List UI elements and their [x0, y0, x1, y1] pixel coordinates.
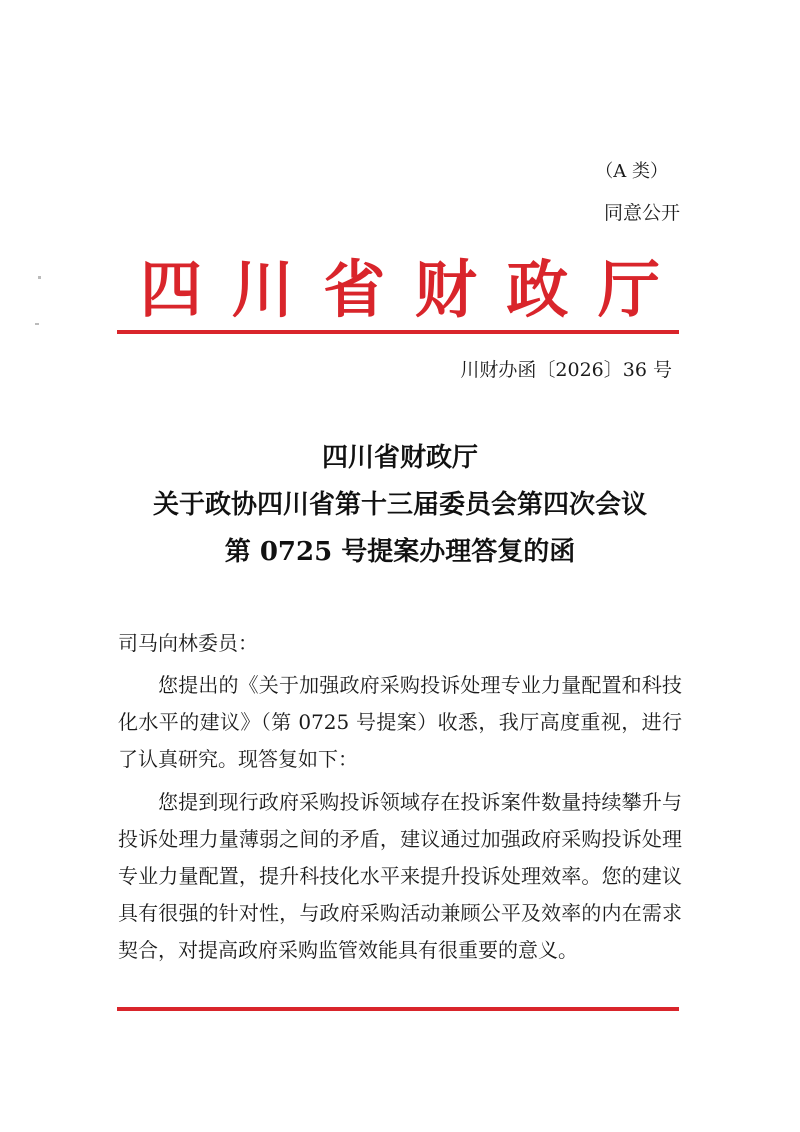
issuer-char: 厅	[597, 253, 660, 326]
classification-label: （A 类）	[595, 161, 668, 182]
body-paragraph: 您提到现行政府采购投诉领域存在投诉案件数量持续攀升与投诉处理力量薄弱之间的矛盾，建议通过加强政府采购投诉处理专业力量配置，提升科技化水平来提升投诉处理效率。您的建议具有很强的针对性，与政府采购活动兼顾公平及效率的内在需求契合，对提高政府采购监管效能具有很重要的意义。	[118, 790, 682, 962]
issuer-title	[140, 250, 660, 330]
subject-line-3: 第 0725 号提案办理答复的函	[224, 537, 576, 567]
issuer-char: 四	[140, 253, 203, 326]
subject-line-1: 四川省财政厅	[321, 443, 478, 473]
scan-speck	[35, 323, 39, 325]
subject-line-2: 关于政协四川省第十三届委员会第四次会议	[152, 490, 647, 520]
disclosure-label: 同意公开	[603, 202, 680, 224]
salutation: 司马向林委员：	[118, 631, 258, 655]
body-paragraph: 您提出的《关于加强政府采购投诉处理专业力量配置和科技化水平的建议》（第 0725 号提案）收悉，我厅高度重视，进行了认真研究。现答复如下：	[118, 673, 682, 771]
footer-red-rule	[117, 1007, 679, 1011]
issuer-char: 川	[231, 253, 294, 326]
issuer-char: 政	[506, 253, 569, 326]
scan-speck	[38, 276, 41, 279]
document-number: 川财办函〔2026〕36 号	[460, 359, 672, 381]
header-red-rule	[117, 330, 679, 334]
issuer-char: 省	[323, 253, 386, 326]
issuer-char: 财	[414, 253, 477, 326]
